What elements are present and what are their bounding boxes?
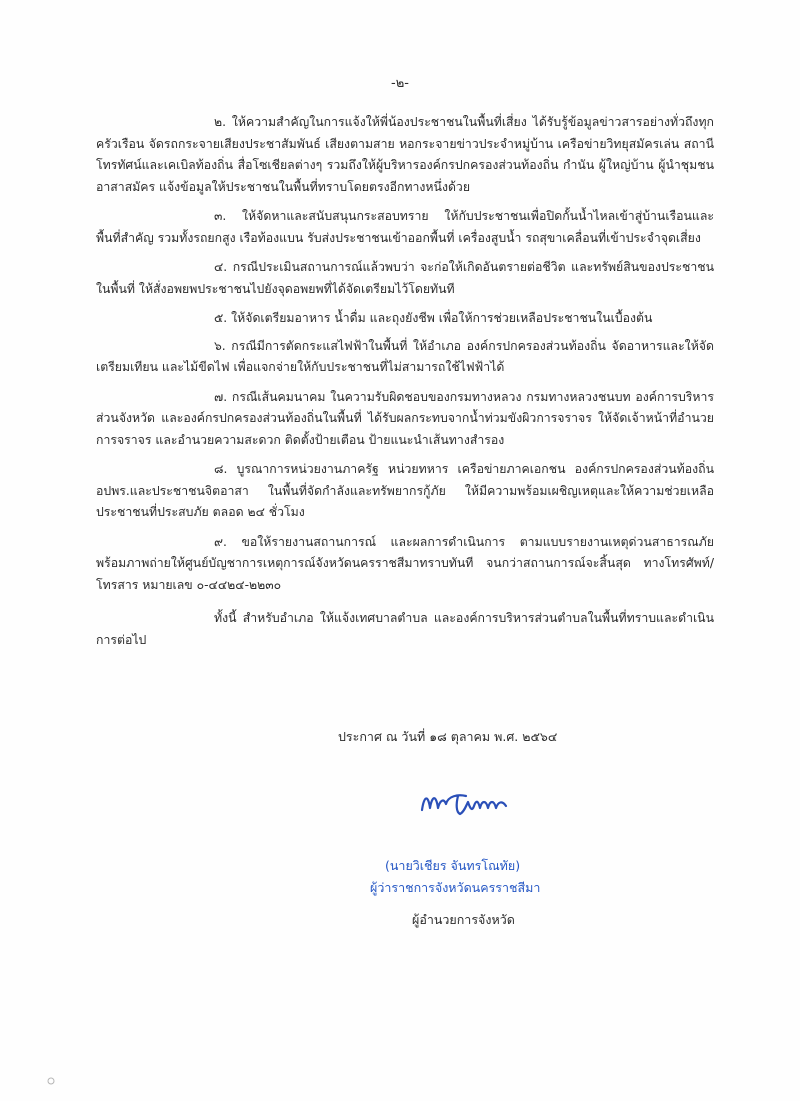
paragraph-item-6: ๖. กรณีมีการตัดกระแสไฟฟ้าในพื้นที่ ให้อำเภอ องค์กรปกครองส่วนท้องถิ่น จัดอาหารและให้จัดเตรียมเทียน และไม้ขีดไฟ เพื่อแจกจ่ายให้กับประชาชนที่ไม่สามารถใช้ไฟฟ้าได้ — [96, 338, 714, 374]
announcement-date: ประกาศ ณ วันที่ ๑๘ ตุลาคม พ.ศ. ๒๕๖๔ — [338, 729, 558, 744]
signer-position: ผู้ว่าราชการจังหวัดนครราชสีมา — [370, 880, 541, 895]
page-number: -๒- — [391, 76, 409, 91]
paragraph-item-8: ๘. บูรณาการหน่วยงานภาครัฐ หน่วยทหาร เครือข่ายภาคเอกชน องค์กรปกครองส่วนท้องถิ่น อปพร.และประชาชนจิตอาสา ในพื้นที่จัดกำลังและทรัพยากรกู้ภัย ให้มีความพร้อมเผชิญเหตุและให้ความช่วยเหลือประชาชนที่ประสบภัย ตลอด ๒๔ ชั่วโมง — [96, 462, 714, 519]
handwritten-signature — [418, 786, 518, 820]
paragraph-item-2: ๒. ให้ความสำคัญในการแจ้งให้พี่น้องประชาชนในพื้นที่เสี่ยง ได้รับรู้ข้อมูลข่าวสารอย่างทั่วถึงทุกครัวเรือน จัดรถกระจายเสียงประชาสัมพันธ์ เสียงตามสาย หอกระจายข่าวประจำหมู่บ้าน เครือข่ายวิทยุสมัครเล่น สถานีโทรทัศน์และเคเบิลท้องถิ่น สื่อโซเชียลต่างๆ รวมถึงให้ผู้บริหารองค์กรปกครองส่วนท้องถิ่น กำนัน ผู้ใหญ่บ้าน ผู้นำชุมชน อาสาสมัคร แจ้งข้อมูลให้ประชาชนในพื้นที่ทราบโดยตรงอีกทางหนึ่งด้วย — [96, 115, 714, 194]
paragraph-item-4: ๔. กรณีประเมินสถานการณ์แล้วพบว่า จะก่อให้เกิดอันตรายต่อชีวิต และทรัพย์สินของประชาชนในพื้นที่ ให้สั่งอพยพประชาชนไปยังจุดอพยพที่ได้จัดเตรียมไว้โดยทันที — [96, 260, 714, 296]
document-body — [96, 112, 714, 659]
paragraph-item-9: ๙. ขอให้รายงานสถานการณ์ และผลการดำเนินการ ตามแบบรายงานเหตุด่วนสาธารณภัย พร้อมภาพถ่ายให้ศูนย์บัญชาการเหตุการณ์จังหวัดนครราชสีมาทราบทันที จนกว่าสถานการณ์จะสิ้นสุด ทางโทรศัพท์/โทรสาร หมายเลข ๐-๔๔๒๔-๒๒๓๐ — [96, 534, 714, 592]
signer-name: (นายวิเชียร จันทรโณทัย) — [385, 858, 521, 873]
closing-paragraph: ทั้งนี้ สำหรับอำเภอ ให้แจ้งเทศบาลตำบล และองค์การบริหารส่วนตำบลในพื้นที่ทราบและดำเนินการต่อไป — [96, 611, 714, 647]
paragraph-item-5: ๕. ให้จัดเตรียมอาหาร น้ำดื่ม และถุงยังชีพ เพื่อให้การช่วยเหลือประชาชนในเบื้องต้น — [214, 311, 653, 325]
paragraph-item-3: ๓. ให้จัดหาและสนับสนุนกระสอบทราย ให้กับประชาชนเพื่อปิดกั้นน้ำไหลเข้าสู่บ้านเรือนและพื้นที่สำคัญ รวมทั้งรถยกสูง เรือท้องแบน รับส่งประชาชนเข้าออกพื้นที่ เครื่องสูบน้ำ รถสุขาเคลื่อนที่เข้าประจำจุดเสี่ยง — [96, 209, 714, 245]
scan-mark-icon — [46, 1076, 56, 1086]
signer-role: ผู้อำนวยการจังหวัด — [412, 912, 515, 927]
paragraph-item-7: ๗. กรณีเส้นคมนาคม ในความรับผิดชอบของกรมทางหลวง กรมทางหลวงชนบท องค์การบริหารส่วนจังหวัด และองค์กรปกครองส่วนท้องถิ่นในพื้นที่ ได้รับผลกระทบจากน้ำท่วมขังผิวการจราจร ให้จัดเจ้าหน้าที่อำนวยการจราจร และอำนวยความสะดวก ติดตั้งป้ายเตือน ป้ายแนะนำเส้นทางสำรอง — [96, 389, 714, 447]
